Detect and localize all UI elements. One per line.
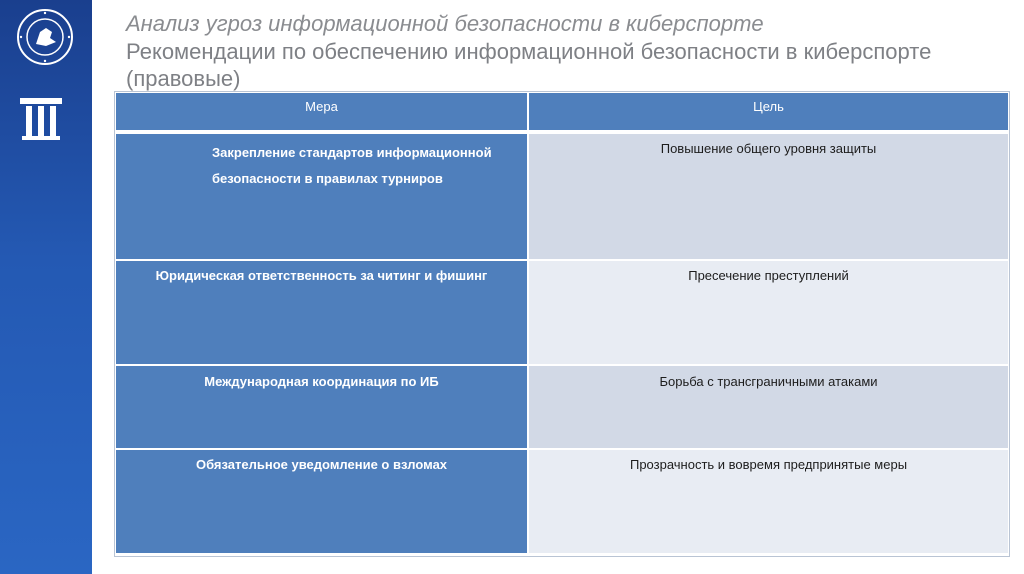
goal-text: Пресечение преступлений — [688, 268, 849, 283]
goal-text: Прозрачность и вовремя предпринятые меры — [629, 457, 908, 472]
slide-title: Анализ угроз информационной безопасности в киберспорте — [126, 11, 764, 36]
goal-text: Борьба с трансграничными атаками — [659, 374, 878, 389]
table-row — [116, 366, 1008, 448]
measure-cell — [116, 261, 527, 364]
measure-text: Юридическая ответственность за читинг и фишинг — [155, 268, 488, 283]
header-measure: Мера — [116, 93, 527, 130]
measure-cell — [116, 366, 527, 448]
measure-text: Обязательное уведомление о взломах — [195, 457, 448, 472]
goal-cell — [529, 450, 1008, 553]
measure-cell — [116, 134, 527, 259]
table-header-row — [116, 93, 1008, 130]
goal-cell — [529, 134, 1008, 259]
university-seal-icon — [16, 8, 74, 66]
sidebar — [0, 0, 92, 574]
title-block — [126, 10, 1006, 92]
measure-text-line1: Закрепление стандартов информационной — [212, 145, 492, 160]
goal-cell — [529, 366, 1008, 448]
table-row — [116, 134, 1008, 259]
header-goal: Цель — [529, 93, 1008, 130]
goal-text: Повышение общего уровня защиты — [660, 141, 877, 156]
table-row — [116, 261, 1008, 364]
measure-cell — [116, 450, 527, 553]
slide-subtitle-suffix: (правовые) — [126, 66, 241, 91]
slide-subtitle: Рекомендации по обеспечению информационной безопасности в киберспорте — [126, 39, 932, 64]
goal-cell — [529, 261, 1008, 364]
measure-text: Международная координация по ИБ — [204, 374, 439, 389]
table-row — [116, 450, 1008, 553]
column-logo-icon — [18, 96, 64, 142]
measure-text-line2: безопасности в правилах турниров — [212, 171, 443, 186]
